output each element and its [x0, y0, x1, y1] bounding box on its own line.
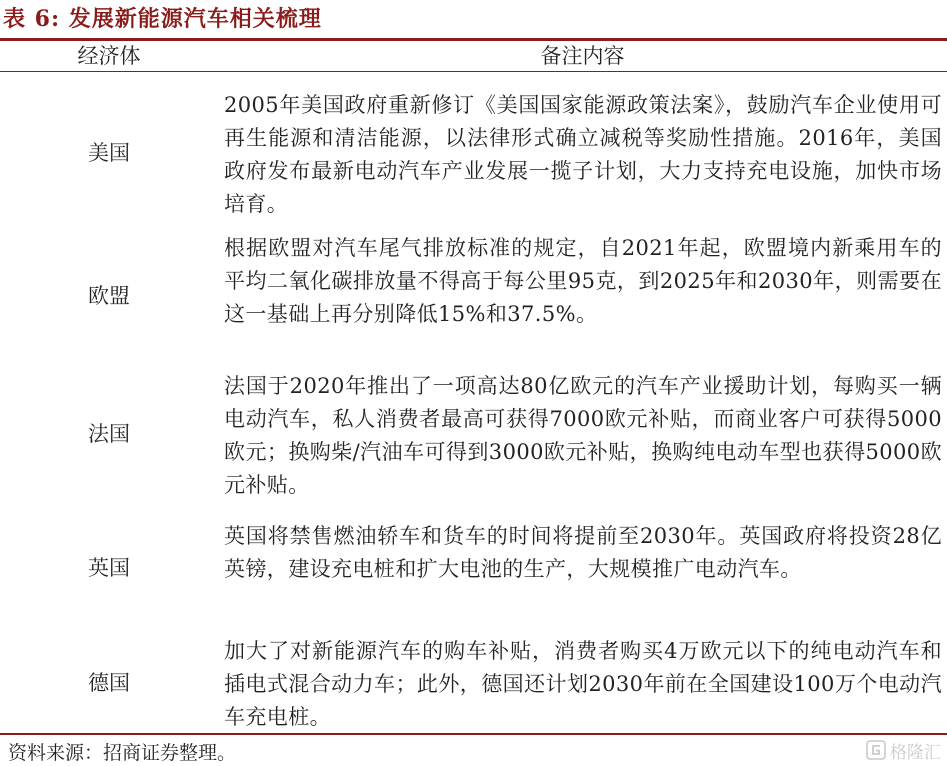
- row-note-usa: 2005年美国政府重新修订《美国国家能源政策法案》，鼓励汽车企业使用可再生能源和清洁能源，以法律形式确立减税等奖励性措施。2016年，美国政府发布最新电动汽车产业发展一揽子计划，大力支持充电设施，加快市场培育。: [224, 93, 942, 216]
- row-note-france: 法国于2020年推出了一项高达80亿欧元的汽车产业援助计划，每购买一辆电动汽车，私人消费者最高可获得7000欧元补贴，而商业客户可获得5000欧元；换购柴/汽油车可得到3000欧元补贴，换购纯电动车型也获得5000欧元补贴。: [224, 374, 942, 497]
- header-notes: 备注内容: [540, 44, 625, 68]
- row-note-germany: 加大了对新能源汽车的购车补贴，消费者购买4万欧元以下的纯电动汽车和插电式混合动力车；此外，德国还计划2030年前在全国建设100万个电动汽车充电桩。: [224, 639, 942, 729]
- gelonghui-logo-icon: [866, 740, 886, 760]
- row-note-uk: 英国将禁售燃油轿车和货车的时间将提前至2030年。英国政府将投资28亿英镑，建设充电桩和扩大电池的生产，大规模推广电动汽车。: [224, 524, 942, 581]
- row-note-eu: 根据欧盟对汽车尾气排放标准的规定，自2021年起，欧盟境内新乘用车的平均二氧化碳排放量不得高于每公里95克，到2025年和2030年，则需要在这一基础上再分别降低15%和37.5%。: [224, 236, 942, 326]
- row-country-uk: 英国: [88, 556, 130, 580]
- header-rule: [0, 71, 947, 72]
- bottom-rule: [0, 733, 947, 735]
- row-country-france: 法国: [88, 422, 130, 446]
- source-note: 资料来源：招商证券整理。: [8, 742, 237, 764]
- top-rule: [0, 38, 947, 41]
- watermark-text: 格隆汇: [890, 742, 941, 763]
- watermark: [866, 737, 941, 763]
- row-country-eu: 欧盟: [88, 284, 130, 308]
- header-economy: 经济体: [77, 44, 141, 68]
- row-country-germany: 德国: [88, 671, 130, 695]
- table-title: 表 6: 发展新能源汽车相关梳理: [3, 6, 322, 32]
- row-country-usa: 美国: [88, 141, 130, 165]
